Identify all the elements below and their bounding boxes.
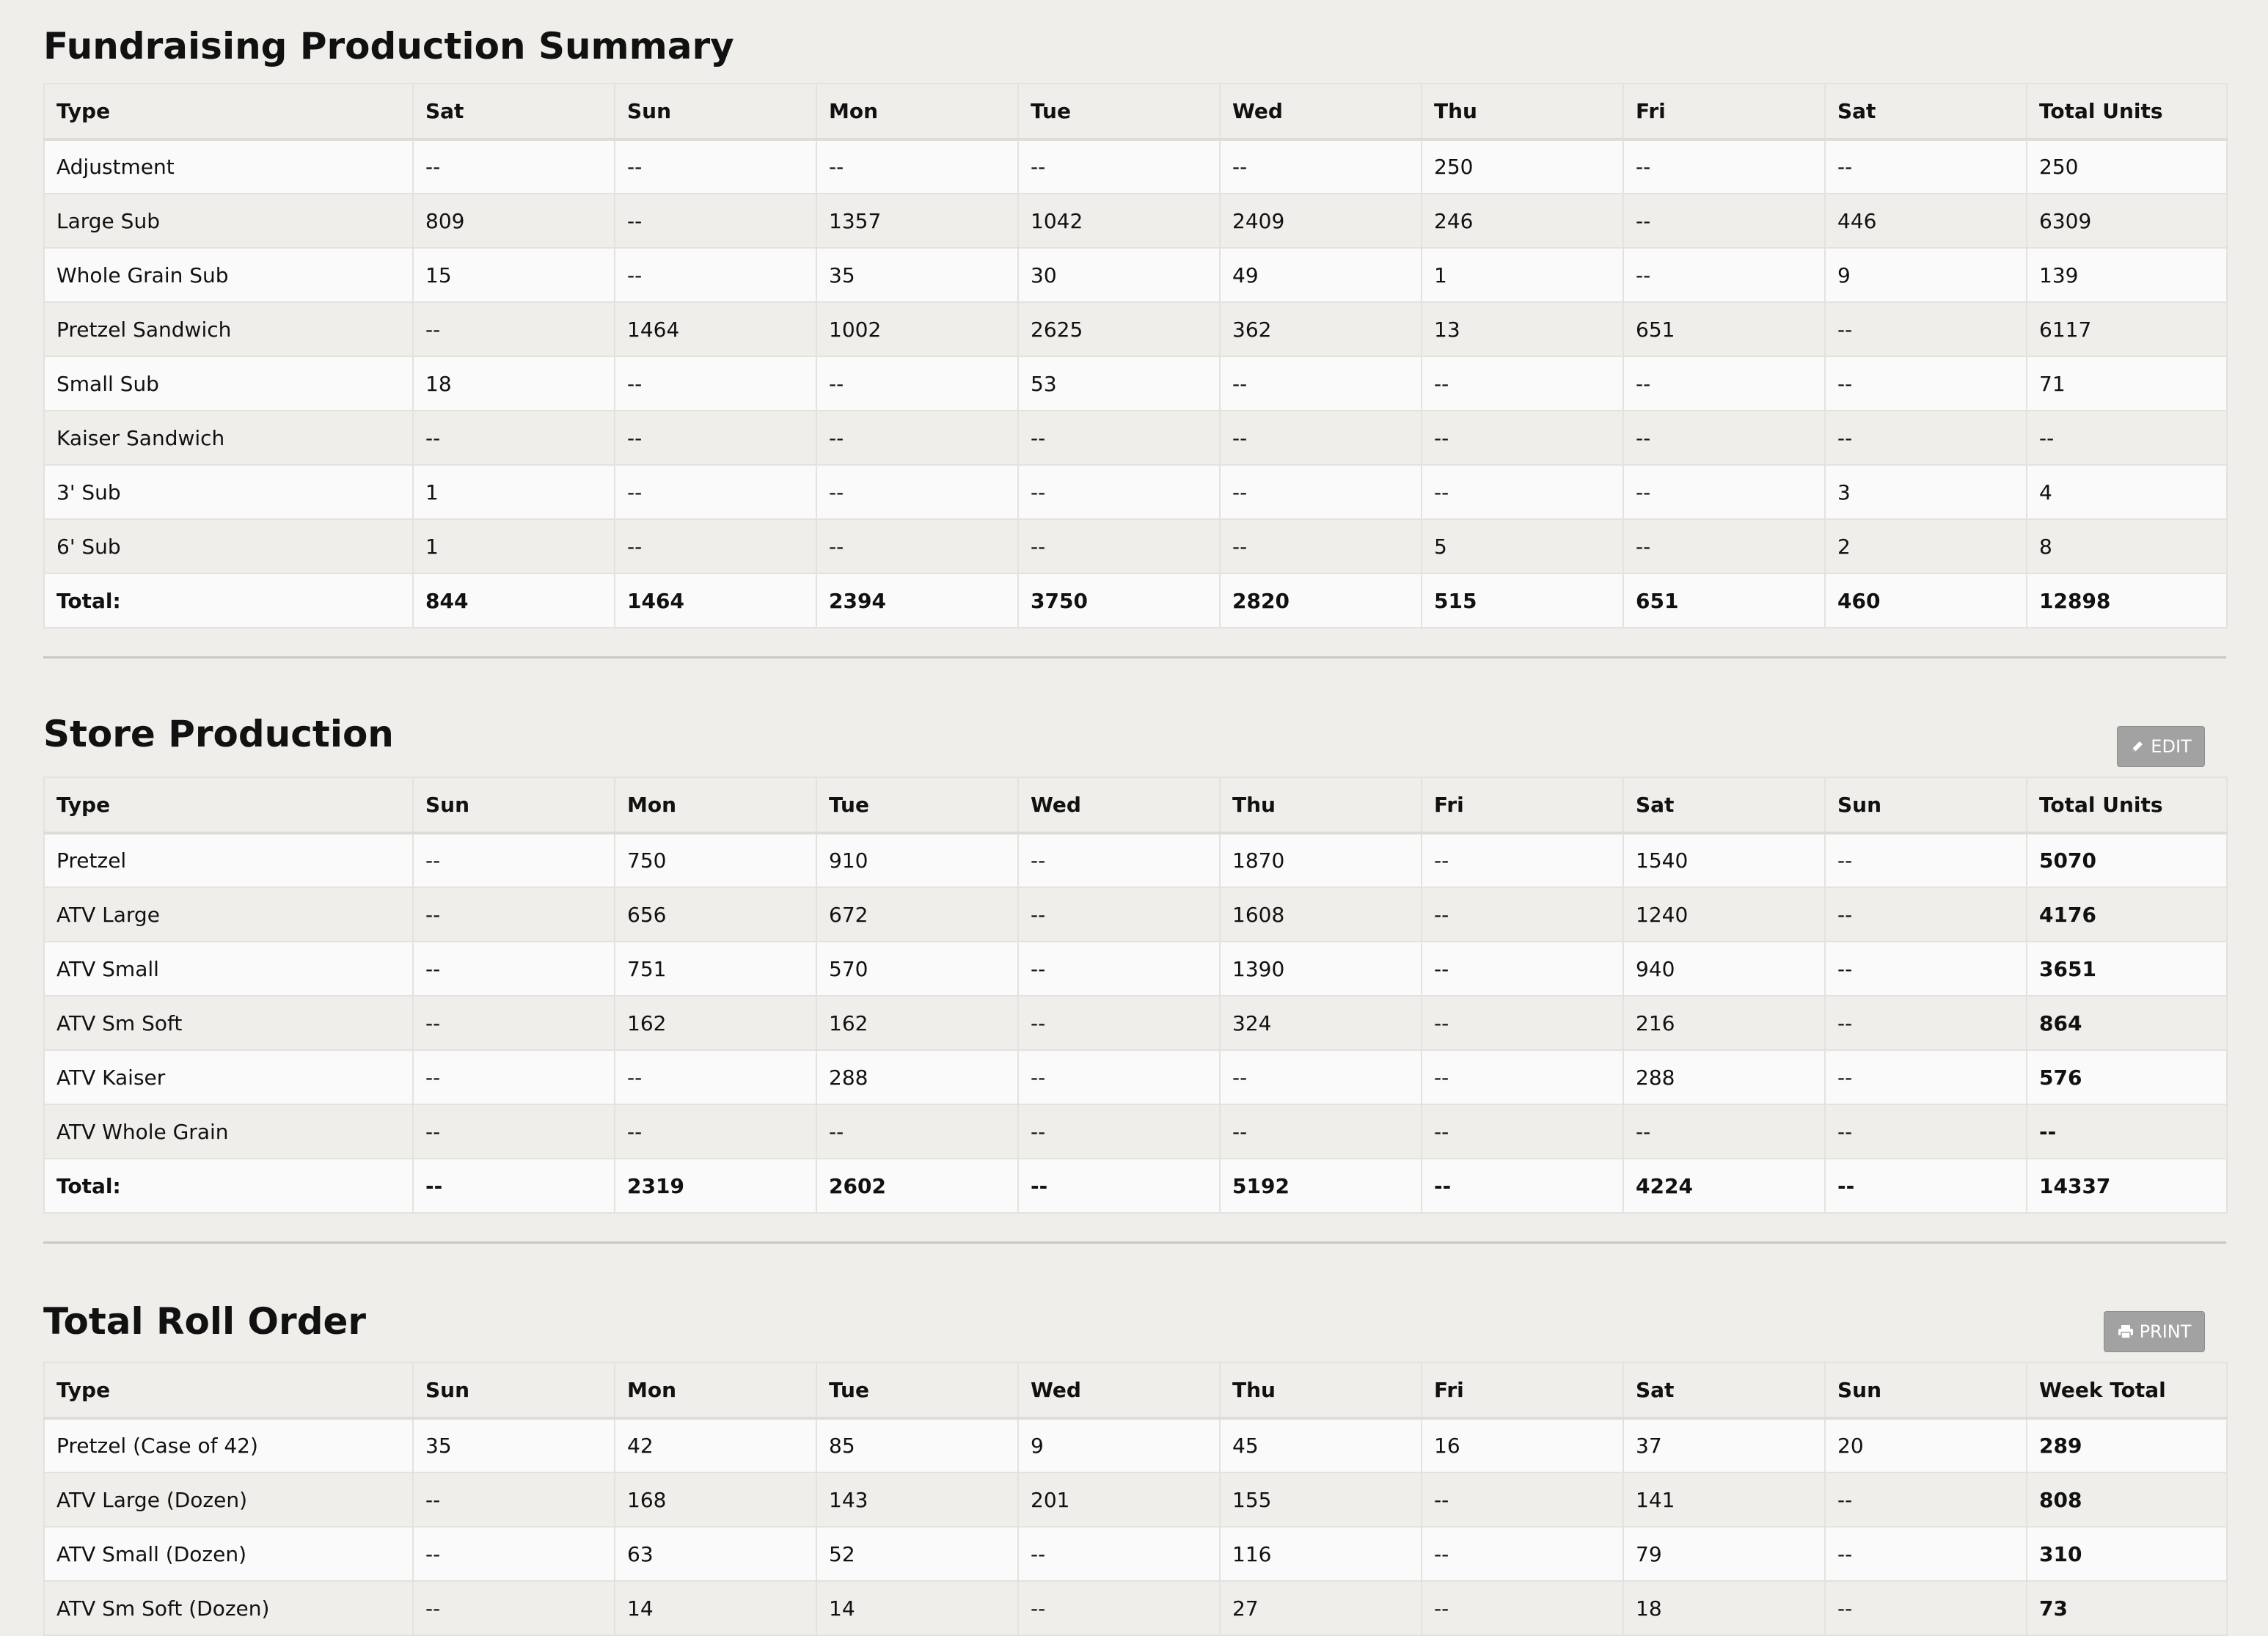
column-header: Thu — [1220, 1362, 1422, 1418]
table-row — [44, 465, 2227, 519]
row-total-cell: 73 — [2027, 1581, 2227, 1635]
day-value-cell: -- — [413, 1581, 615, 1635]
column-header: Wed — [1220, 84, 1422, 139]
day-value-cell: -- — [1220, 356, 1422, 411]
column-header: Type — [44, 84, 413, 139]
day-value-cell: -- — [1018, 1581, 1220, 1635]
column-header: Sat — [413, 84, 615, 139]
day-value-cell: 1608 — [1220, 887, 1422, 942]
section-title-fundraising: Fundraising Production Summary — [43, 25, 734, 67]
table-total-row — [44, 573, 2227, 628]
table-row — [44, 1418, 2227, 1472]
day-value-cell: 30 — [1018, 248, 1220, 302]
day-value-cell: -- — [816, 1104, 1018, 1159]
day-value-cell: 53 — [1018, 356, 1220, 411]
row-type-cell: Adjustment — [44, 139, 413, 194]
day-value-cell: 18 — [413, 356, 615, 411]
row-type-cell: ATV Large (Dozen) — [44, 1472, 413, 1527]
row-type-cell: ATV Whole Grain — [44, 1104, 413, 1159]
day-value-cell: -- — [615, 465, 816, 519]
store-table — [43, 777, 2228, 1214]
column-header: Type — [44, 777, 413, 833]
table-row — [44, 1104, 2227, 1159]
day-value-cell: -- — [1825, 996, 2027, 1050]
day-value-cell: -- — [1018, 833, 1220, 887]
day-value-cell: -- — [1220, 465, 1422, 519]
day-value-cell: -- — [1825, 356, 2027, 411]
row-total-cell: 6309 — [2027, 194, 2227, 248]
day-value-cell: -- — [413, 996, 615, 1050]
row-total-cell: 3651 — [2027, 942, 2227, 996]
row-total-cell: 4176 — [2027, 887, 2227, 942]
day-value-cell: -- — [1018, 139, 1220, 194]
column-header: Sun — [1825, 777, 2027, 833]
row-total-cell: 864 — [2027, 996, 2227, 1050]
day-value-cell: 750 — [615, 833, 816, 887]
day-value-cell: -- — [1825, 1581, 2027, 1635]
day-value-cell: -- — [615, 139, 816, 194]
row-total-cell: 14337 — [2027, 1159, 2227, 1213]
row-type-cell: Total: — [44, 1159, 413, 1213]
row-type-cell: Pretzel Sandwich — [44, 302, 413, 356]
row-type-cell: ATV Sm Soft — [44, 996, 413, 1050]
row-total-cell: -- — [2027, 1104, 2227, 1159]
day-value-cell: -- — [1825, 887, 2027, 942]
table-row — [44, 356, 2227, 411]
day-value-cell: 52 — [816, 1527, 1018, 1581]
day-value-cell: 570 — [816, 942, 1018, 996]
column-header: Total Units — [2027, 84, 2227, 139]
day-value-cell: 809 — [413, 194, 615, 248]
day-value-cell: 1 — [1422, 248, 1623, 302]
day-value-cell: -- — [1422, 887, 1623, 942]
day-value-cell: -- — [1018, 887, 1220, 942]
day-value-cell: 15 — [413, 248, 615, 302]
day-value-cell: -- — [1825, 942, 2027, 996]
day-value-cell: -- — [413, 1159, 615, 1213]
table-row — [44, 302, 2227, 356]
row-total-cell: 12898 — [2027, 573, 2227, 628]
day-value-cell: -- — [1623, 194, 1825, 248]
day-value-cell: -- — [413, 1527, 615, 1581]
column-header: Tue — [816, 777, 1018, 833]
day-value-cell: -- — [615, 411, 816, 465]
row-type-cell: ATV Small — [44, 942, 413, 996]
day-value-cell: 2409 — [1220, 194, 1422, 248]
table-row — [44, 942, 2227, 996]
day-value-cell: 13 — [1422, 302, 1623, 356]
day-value-cell: 45 — [1220, 1418, 1422, 1472]
day-value-cell: -- — [1422, 942, 1623, 996]
day-value-cell: 3750 — [1018, 573, 1220, 628]
day-value-cell: 362 — [1220, 302, 1422, 356]
day-value-cell: 1042 — [1018, 194, 1220, 248]
print-button-label: PRINT — [2139, 1321, 2192, 1342]
column-header: Type — [44, 1362, 413, 1418]
column-header: Fri — [1422, 777, 1623, 833]
day-value-cell: 27 — [1220, 1581, 1422, 1635]
day-value-cell: 2 — [1825, 519, 2027, 573]
day-value-cell: 1240 — [1623, 887, 1825, 942]
day-value-cell: 460 — [1825, 573, 2027, 628]
day-value-cell: -- — [1422, 1104, 1623, 1159]
day-value-cell: -- — [1422, 1159, 1623, 1213]
day-value-cell: -- — [1018, 1527, 1220, 1581]
section-divider — [43, 1241, 2226, 1244]
day-value-cell: -- — [615, 1050, 816, 1104]
row-type-cell: Small Sub — [44, 356, 413, 411]
day-value-cell: -- — [615, 356, 816, 411]
day-value-cell: 216 — [1623, 996, 1825, 1050]
day-value-cell: 14 — [816, 1581, 1018, 1635]
column-header: Tue — [816, 1362, 1018, 1418]
day-value-cell: -- — [1220, 1104, 1422, 1159]
day-value-cell: -- — [413, 411, 615, 465]
day-value-cell: 35 — [413, 1418, 615, 1472]
column-header: Tue — [1018, 84, 1220, 139]
day-value-cell: 246 — [1422, 194, 1623, 248]
column-header: Fri — [1422, 1362, 1623, 1418]
row-type-cell: ATV Small (Dozen) — [44, 1527, 413, 1581]
day-value-cell: 16 — [1422, 1418, 1623, 1472]
row-type-cell: 6' Sub — [44, 519, 413, 573]
day-value-cell: 1357 — [816, 194, 1018, 248]
day-value-cell: 116 — [1220, 1527, 1422, 1581]
day-value-cell: -- — [1018, 1159, 1220, 1213]
day-value-cell: -- — [1422, 1472, 1623, 1527]
column-header: Sun — [615, 84, 816, 139]
fundraising-table — [43, 83, 2228, 628]
row-total-cell: 8 — [2027, 519, 2227, 573]
table-header-row — [44, 1362, 2227, 1418]
day-value-cell: -- — [1825, 1527, 2027, 1581]
day-value-cell: 5192 — [1220, 1159, 1422, 1213]
table-header-row — [44, 777, 2227, 833]
day-value-cell: -- — [1220, 139, 1422, 194]
day-value-cell: -- — [1623, 139, 1825, 194]
table-row — [44, 519, 2227, 573]
row-total-cell: 289 — [2027, 1418, 2227, 1472]
pencil-icon — [2130, 739, 2145, 754]
day-value-cell: -- — [1825, 411, 2027, 465]
day-value-cell: 9 — [1018, 1418, 1220, 1472]
day-value-cell: -- — [1220, 1050, 1422, 1104]
table-row — [44, 139, 2227, 194]
day-value-cell: -- — [816, 356, 1018, 411]
day-value-cell: 20 — [1825, 1418, 2027, 1472]
day-value-cell: 63 — [615, 1527, 816, 1581]
day-value-cell: 656 — [615, 887, 816, 942]
day-value-cell: -- — [413, 1472, 615, 1527]
day-value-cell: 168 — [615, 1472, 816, 1527]
day-value-cell: -- — [816, 139, 1018, 194]
day-value-cell: 5 — [1422, 519, 1623, 573]
day-value-cell: 2394 — [816, 573, 1018, 628]
day-value-cell: -- — [1018, 519, 1220, 573]
day-value-cell: 288 — [816, 1050, 1018, 1104]
day-value-cell: -- — [1422, 833, 1623, 887]
table-row — [44, 1472, 2227, 1527]
row-type-cell: Pretzel — [44, 833, 413, 887]
row-type-cell: 3' Sub — [44, 465, 413, 519]
column-header: Thu — [1220, 777, 1422, 833]
day-value-cell: -- — [1825, 139, 2027, 194]
day-value-cell: 651 — [1623, 302, 1825, 356]
day-value-cell: -- — [413, 302, 615, 356]
day-value-cell: -- — [1422, 1050, 1623, 1104]
row-type-cell: ATV Sm Soft (Dozen) — [44, 1581, 413, 1635]
day-value-cell: -- — [1018, 996, 1220, 1050]
day-value-cell: -- — [1825, 302, 2027, 356]
row-total-cell: 5070 — [2027, 833, 2227, 887]
table-row — [44, 194, 2227, 248]
section-title-store: Store Production — [43, 713, 394, 755]
day-value-cell: -- — [1825, 1159, 2027, 1213]
column-header: Sun — [413, 777, 615, 833]
day-value-cell: -- — [1220, 411, 1422, 465]
table-total-row — [44, 1159, 2227, 1213]
day-value-cell: -- — [1220, 519, 1422, 573]
day-value-cell: -- — [1422, 356, 1623, 411]
day-value-cell: 4224 — [1623, 1159, 1825, 1213]
day-value-cell: -- — [1623, 519, 1825, 573]
printer-icon — [2118, 1324, 2134, 1339]
day-value-cell: 2625 — [1018, 302, 1220, 356]
day-value-cell: -- — [816, 465, 1018, 519]
row-total-cell: 576 — [2027, 1050, 2227, 1104]
day-value-cell: 1 — [413, 465, 615, 519]
day-value-cell: 201 — [1018, 1472, 1220, 1527]
day-value-cell: 9 — [1825, 248, 2027, 302]
day-value-cell: -- — [1825, 1104, 2027, 1159]
day-value-cell: -- — [1018, 942, 1220, 996]
day-value-cell: -- — [1018, 465, 1220, 519]
day-value-cell: -- — [615, 248, 816, 302]
table-row — [44, 411, 2227, 465]
day-value-cell: -- — [1018, 1050, 1220, 1104]
table-header-row — [44, 84, 2227, 139]
column-header: Sat — [1623, 1362, 1825, 1418]
table-row — [44, 833, 2227, 887]
day-value-cell: -- — [1422, 1581, 1623, 1635]
day-value-cell: 651 — [1623, 573, 1825, 628]
column-header: Sun — [1825, 1362, 2027, 1418]
row-total-cell: -- — [2027, 411, 2227, 465]
day-value-cell: 672 — [816, 887, 1018, 942]
row-total-cell: 310 — [2027, 1527, 2227, 1581]
day-value-cell: 324 — [1220, 996, 1422, 1050]
day-value-cell: 14 — [615, 1581, 816, 1635]
day-value-cell: -- — [1018, 1104, 1220, 1159]
day-value-cell: 49 — [1220, 248, 1422, 302]
day-value-cell: -- — [816, 411, 1018, 465]
column-header: Wed — [1018, 1362, 1220, 1418]
row-type-cell: ATV Large — [44, 887, 413, 942]
column-header: Thu — [1422, 84, 1623, 139]
day-value-cell: -- — [1623, 356, 1825, 411]
section-divider — [43, 656, 2226, 659]
row-type-cell: Large Sub — [44, 194, 413, 248]
day-value-cell: 143 — [816, 1472, 1018, 1527]
table-row — [44, 996, 2227, 1050]
day-value-cell: -- — [1623, 411, 1825, 465]
column-header: Mon — [615, 777, 816, 833]
day-value-cell: 1464 — [615, 573, 816, 628]
row-total-cell: 139 — [2027, 248, 2227, 302]
day-value-cell: -- — [413, 1050, 615, 1104]
day-value-cell: -- — [413, 887, 615, 942]
day-value-cell: -- — [413, 833, 615, 887]
day-value-cell: 515 — [1422, 573, 1623, 628]
day-value-cell: 940 — [1623, 942, 1825, 996]
day-value-cell: 3 — [1825, 465, 2027, 519]
day-value-cell: 155 — [1220, 1472, 1422, 1527]
roll-order-table — [43, 1362, 2228, 1636]
day-value-cell: -- — [1623, 1104, 1825, 1159]
column-header: Fri — [1623, 84, 1825, 139]
row-total-cell: 250 — [2027, 139, 2227, 194]
table-row — [44, 1581, 2227, 1635]
column-header: Week Total — [2027, 1362, 2227, 1418]
day-value-cell: -- — [615, 194, 816, 248]
day-value-cell: 162 — [816, 996, 1018, 1050]
day-value-cell: -- — [816, 519, 1018, 573]
day-value-cell: -- — [1623, 248, 1825, 302]
day-value-cell: 1870 — [1220, 833, 1422, 887]
day-value-cell: 844 — [413, 573, 615, 628]
day-value-cell: -- — [413, 942, 615, 996]
day-value-cell: -- — [615, 1104, 816, 1159]
column-header: Mon — [615, 1362, 816, 1418]
row-type-cell: Whole Grain Sub — [44, 248, 413, 302]
day-value-cell: 162 — [615, 996, 816, 1050]
day-value-cell: -- — [1422, 411, 1623, 465]
row-total-cell: 4 — [2027, 465, 2227, 519]
row-type-cell: Kaiser Sandwich — [44, 411, 413, 465]
day-value-cell: -- — [1825, 833, 2027, 887]
row-total-cell: 71 — [2027, 356, 2227, 411]
day-value-cell: -- — [1825, 1050, 2027, 1104]
day-value-cell: -- — [1422, 1527, 1623, 1581]
day-value-cell: 288 — [1623, 1050, 1825, 1104]
day-value-cell: 2319 — [615, 1159, 816, 1213]
row-type-cell: Total: — [44, 573, 413, 628]
day-value-cell: -- — [615, 519, 816, 573]
column-header: Total Units — [2027, 777, 2227, 833]
column-header: Wed — [1018, 777, 1220, 833]
table-row — [44, 248, 2227, 302]
day-value-cell: 42 — [615, 1418, 816, 1472]
day-value-cell: 141 — [1623, 1472, 1825, 1527]
day-value-cell: -- — [1623, 465, 1825, 519]
day-value-cell: 18 — [1623, 1581, 1825, 1635]
day-value-cell: 1002 — [816, 302, 1018, 356]
column-header: Mon — [816, 84, 1018, 139]
day-value-cell: 2602 — [816, 1159, 1018, 1213]
day-value-cell: 1540 — [1623, 833, 1825, 887]
column-header: Sun — [413, 1362, 615, 1418]
day-value-cell: -- — [1825, 1472, 2027, 1527]
row-type-cell: Pretzel (Case of 42) — [44, 1418, 413, 1472]
table-row — [44, 1527, 2227, 1581]
day-value-cell: 37 — [1623, 1418, 1825, 1472]
edit-button-label: EDIT — [2151, 736, 2192, 757]
day-value-cell: 85 — [816, 1418, 1018, 1472]
day-value-cell: -- — [413, 139, 615, 194]
day-value-cell: 910 — [816, 833, 1018, 887]
day-value-cell: 2820 — [1220, 573, 1422, 628]
day-value-cell: 1 — [413, 519, 615, 573]
day-value-cell: -- — [1018, 411, 1220, 465]
edit-button[interactable] — [2117, 726, 2205, 767]
day-value-cell: -- — [1422, 996, 1623, 1050]
day-value-cell: -- — [413, 1104, 615, 1159]
day-value-cell: 751 — [615, 942, 816, 996]
day-value-cell: 79 — [1623, 1527, 1825, 1581]
day-value-cell: -- — [1422, 465, 1623, 519]
row-total-cell: 808 — [2027, 1472, 2227, 1527]
day-value-cell: 250 — [1422, 139, 1623, 194]
column-header: Sat — [1623, 777, 1825, 833]
day-value-cell: 446 — [1825, 194, 2027, 248]
print-button[interactable] — [2104, 1311, 2205, 1352]
row-type-cell: ATV Kaiser — [44, 1050, 413, 1104]
section-title-roll-order: Total Roll Order — [43, 1300, 367, 1343]
day-value-cell: 1464 — [615, 302, 816, 356]
table-row — [44, 887, 2227, 942]
table-row — [44, 1050, 2227, 1104]
day-value-cell: 35 — [816, 248, 1018, 302]
row-total-cell: 6117 — [2027, 302, 2227, 356]
day-value-cell: 1390 — [1220, 942, 1422, 996]
column-header: Sat — [1825, 84, 2027, 139]
